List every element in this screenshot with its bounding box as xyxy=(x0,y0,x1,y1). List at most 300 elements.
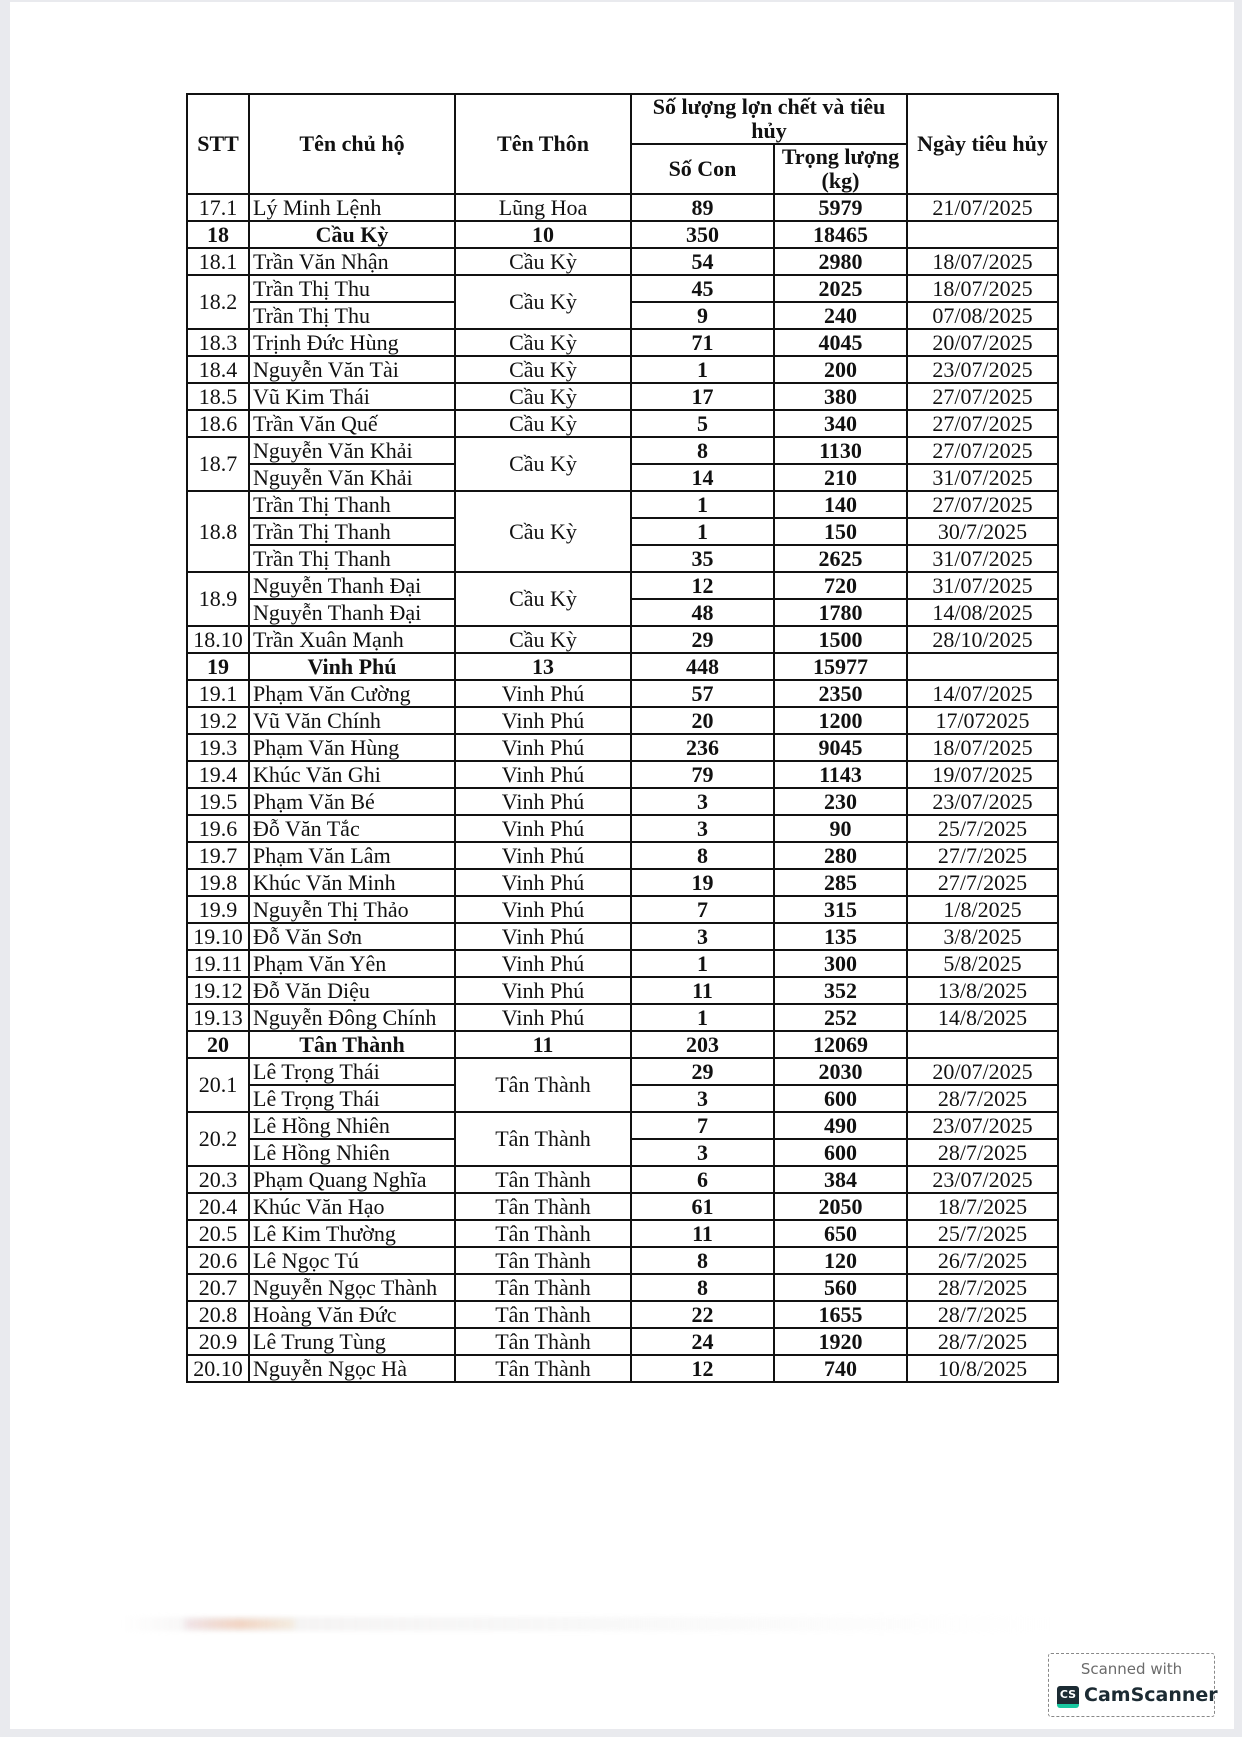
cell-owner-name: Phạm Văn Cường xyxy=(249,680,455,707)
cell-date: 5/8/2025 xyxy=(907,950,1058,977)
cell-village: Vinh Phú xyxy=(455,842,631,869)
cell-date xyxy=(907,221,1058,248)
cell-count: 17 xyxy=(631,383,774,410)
cell-weight: 90 xyxy=(774,815,907,842)
cell-owner-name: Lê Trọng Thái xyxy=(249,1058,455,1085)
cell-household-count: 13 xyxy=(455,653,631,680)
cell-date: 28/7/2025 xyxy=(907,1328,1058,1355)
cell-date: 1/8/2025 xyxy=(907,896,1058,923)
camscanner-watermark xyxy=(1048,1653,1218,1717)
cell-stt: 18.1 xyxy=(187,248,249,275)
cell-count: 1 xyxy=(631,950,774,977)
cell-count: 89 xyxy=(631,194,774,221)
cell-owner-name: Phạm Văn Hùng xyxy=(249,734,455,761)
cell-date: 14/08/2025 xyxy=(907,599,1058,626)
cell-count: 54 xyxy=(631,248,774,275)
cell-owner-name: Lê Hồng Nhiên xyxy=(249,1112,455,1139)
cell-village: Tân Thành xyxy=(455,1247,631,1274)
cell-date: 18/07/2025 xyxy=(907,248,1058,275)
cell-weight: 15977 xyxy=(774,653,907,680)
cell-stt: 18.4 xyxy=(187,356,249,383)
cell-count: 1 xyxy=(631,518,774,545)
cell-village: Cầu Kỳ xyxy=(455,329,631,356)
cell-owner-name: Lý Minh Lệnh xyxy=(249,194,455,221)
cell-count: 11 xyxy=(631,1220,774,1247)
cell-village: Vinh Phú xyxy=(455,977,631,1004)
cell-village: Vinh Phú xyxy=(455,707,631,734)
cell-weight: 300 xyxy=(774,950,907,977)
cell-stt: 19.2 xyxy=(187,707,249,734)
cell-count: 6 xyxy=(631,1166,774,1193)
cell-owner-name: Hoàng Văn Đức xyxy=(249,1301,455,1328)
cell-weight: 12069 xyxy=(774,1031,907,1058)
cell-date: 28/7/2025 xyxy=(907,1139,1058,1166)
table-row xyxy=(187,842,1058,869)
cell-count: 29 xyxy=(631,1058,774,1085)
cell-count: 12 xyxy=(631,1355,774,1382)
cell-count: 9 xyxy=(631,302,774,329)
cell-village: Cầu Kỳ xyxy=(455,437,631,491)
cell-weight: 2625 xyxy=(774,545,907,572)
cell-village: Tân Thành xyxy=(455,1193,631,1220)
cell-village-name: Tân Thành xyxy=(249,1031,455,1058)
cell-village: Cầu Kỳ xyxy=(455,356,631,383)
cell-stt: 19.7 xyxy=(187,842,249,869)
cell-stt: 20.1 xyxy=(187,1058,249,1112)
cell-stt: 20.7 xyxy=(187,1274,249,1301)
cell-count: 448 xyxy=(631,653,774,680)
table-row xyxy=(187,1193,1058,1220)
cell-weight: 2980 xyxy=(774,248,907,275)
cell-count: 8 xyxy=(631,1247,774,1274)
cell-stt: 19 xyxy=(187,653,249,680)
cell-weight: 150 xyxy=(774,518,907,545)
cell-owner-name: Nguyễn Đông Chính xyxy=(249,1004,455,1031)
cell-date: 28/10/2025 xyxy=(907,626,1058,653)
cell-weight: 600 xyxy=(774,1085,907,1112)
cell-village: Tân Thành xyxy=(455,1058,631,1112)
cell-village: Tân Thành xyxy=(455,1166,631,1193)
cell-stt: 20.9 xyxy=(187,1328,249,1355)
cell-village: Vinh Phú xyxy=(455,869,631,896)
table-row xyxy=(187,356,1058,383)
table-row xyxy=(187,788,1058,815)
cell-owner-name: Nguyễn Văn Khải xyxy=(249,437,455,464)
cell-village: Tân Thành xyxy=(455,1301,631,1328)
cell-village: Cầu Kỳ xyxy=(455,248,631,275)
cell-count: 24 xyxy=(631,1328,774,1355)
cell-count: 3 xyxy=(631,1139,774,1166)
cell-count: 7 xyxy=(631,1112,774,1139)
cell-count: 19 xyxy=(631,869,774,896)
cell-date: 3/8/2025 xyxy=(907,923,1058,950)
cell-owner-name: Vũ Kim Thái xyxy=(249,383,455,410)
cell-count: 8 xyxy=(631,842,774,869)
cell-date: 26/7/2025 xyxy=(907,1247,1058,1274)
header-count: Số Con xyxy=(631,144,774,194)
cell-stt: 19.10 xyxy=(187,923,249,950)
cell-village: Cầu Kỳ xyxy=(455,383,631,410)
cell-date: 28/7/2025 xyxy=(907,1301,1058,1328)
cell-owner-name: Đỗ Văn Diệu xyxy=(249,977,455,1004)
cell-date: 20/07/2025 xyxy=(907,329,1058,356)
cell-owner-name: Đỗ Văn Sơn xyxy=(249,923,455,950)
cell-owner-name: Nguyễn Văn Tài xyxy=(249,356,455,383)
table-row xyxy=(187,950,1058,977)
cell-weight: 140 xyxy=(774,491,907,518)
village-group-row xyxy=(187,1031,1058,1058)
cell-village: Vinh Phú xyxy=(455,896,631,923)
cell-date: 23/07/2025 xyxy=(907,1112,1058,1139)
cell-count: 350 xyxy=(631,221,774,248)
cell-village: Vinh Phú xyxy=(455,680,631,707)
cell-village-name: Vinh Phú xyxy=(249,653,455,680)
cell-date: 23/07/2025 xyxy=(907,1166,1058,1193)
cell-weight: 340 xyxy=(774,410,907,437)
cell-weight: 252 xyxy=(774,1004,907,1031)
cell-owner-name: Trần Thị Thu xyxy=(249,302,455,329)
cell-stt: 18 xyxy=(187,221,249,248)
cell-owner-name: Lê Hồng Nhiên xyxy=(249,1139,455,1166)
cell-weight: 120 xyxy=(774,1247,907,1274)
cell-date: 20/07/2025 xyxy=(907,1058,1058,1085)
table-row xyxy=(187,491,1058,518)
cell-owner-name: Trần Văn Quế xyxy=(249,410,455,437)
cell-count: 3 xyxy=(631,1085,774,1112)
table-row xyxy=(187,1058,1058,1085)
watermark-caption: Scanned with xyxy=(1080,1660,1183,1678)
cell-weight: 720 xyxy=(774,572,907,599)
table-row xyxy=(187,815,1058,842)
table-row xyxy=(187,1220,1058,1247)
cell-count: 3 xyxy=(631,815,774,842)
cell-stt: 19.9 xyxy=(187,896,249,923)
cell-date: 23/07/2025 xyxy=(907,788,1058,815)
cell-owner-name: Nguyễn Văn Khải xyxy=(249,464,455,491)
cell-village: Cầu Kỳ xyxy=(455,491,631,572)
cell-stt: 20.5 xyxy=(187,1220,249,1247)
cell-village: Tân Thành xyxy=(455,1220,631,1247)
cell-date: 28/7/2025 xyxy=(907,1085,1058,1112)
cell-stt: 18.3 xyxy=(187,329,249,356)
cell-village: Cầu Kỳ xyxy=(455,275,631,329)
cell-date: 18/07/2025 xyxy=(907,734,1058,761)
table-row xyxy=(187,680,1058,707)
cell-stt: 20.6 xyxy=(187,1247,249,1274)
table-row xyxy=(187,329,1058,356)
cell-date: 31/07/2025 xyxy=(907,545,1058,572)
cell-owner-name: Khúc Văn Hạo xyxy=(249,1193,455,1220)
cell-owner-name: Lê Trung Tùng xyxy=(249,1328,455,1355)
cell-stt: 19.6 xyxy=(187,815,249,842)
cell-village: Vinh Phú xyxy=(455,761,631,788)
cell-owner-name: Trần Xuân Mạnh xyxy=(249,626,455,653)
cell-weight: 560 xyxy=(774,1274,907,1301)
cell-date: 14/8/2025 xyxy=(907,1004,1058,1031)
cell-weight: 1655 xyxy=(774,1301,907,1328)
cell-count: 8 xyxy=(631,437,774,464)
cell-weight: 1200 xyxy=(774,707,907,734)
cell-stt: 20.10 xyxy=(187,1355,249,1382)
table-row xyxy=(187,896,1058,923)
cell-owner-name: Khúc Văn Minh xyxy=(249,869,455,896)
cell-count: 11 xyxy=(631,977,774,1004)
table-row xyxy=(187,437,1058,464)
cell-count: 35 xyxy=(631,545,774,572)
cell-weight: 740 xyxy=(774,1355,907,1382)
cell-count: 71 xyxy=(631,329,774,356)
cell-owner-name: Lê Trọng Thái xyxy=(249,1085,455,1112)
cell-village: Vinh Phú xyxy=(455,950,631,977)
table-row xyxy=(187,761,1058,788)
cell-weight: 2030 xyxy=(774,1058,907,1085)
cell-date: 10/8/2025 xyxy=(907,1355,1058,1382)
cell-village: Cầu Kỳ xyxy=(455,410,631,437)
table-row xyxy=(187,194,1058,221)
cell-weight: 1780 xyxy=(774,599,907,626)
cell-count: 61 xyxy=(631,1193,774,1220)
cell-weight: 1500 xyxy=(774,626,907,653)
cell-owner-name: Vũ Văn Chính xyxy=(249,707,455,734)
cell-count: 3 xyxy=(631,788,774,815)
cell-count: 14 xyxy=(631,464,774,491)
cell-village-name: Cầu Kỳ xyxy=(249,221,455,248)
cell-count: 1 xyxy=(631,491,774,518)
cell-owner-name: Trần Thị Thanh xyxy=(249,545,455,572)
cell-weight: 280 xyxy=(774,842,907,869)
cell-owner-name: Nguyễn Thị Thảo xyxy=(249,896,455,923)
scan-artifact-color xyxy=(185,1619,295,1629)
cell-count: 45 xyxy=(631,275,774,302)
table-row xyxy=(187,626,1058,653)
cell-village: Vinh Phú xyxy=(455,734,631,761)
cell-stt: 20.8 xyxy=(187,1301,249,1328)
cell-stt: 19.12 xyxy=(187,977,249,1004)
cell-village: Vinh Phú xyxy=(455,815,631,842)
cell-village: Tân Thành xyxy=(455,1328,631,1355)
cell-owner-name: Phạm Văn Yên xyxy=(249,950,455,977)
cell-stt: 18.6 xyxy=(187,410,249,437)
cell-village: Tân Thành xyxy=(455,1112,631,1166)
table-row xyxy=(187,1301,1058,1328)
cell-weight: 5979 xyxy=(774,194,907,221)
table-row xyxy=(187,248,1058,275)
cell-count: 236 xyxy=(631,734,774,761)
table-row xyxy=(187,869,1058,896)
cell-village: Vinh Phú xyxy=(455,923,631,950)
cell-weight: 650 xyxy=(774,1220,907,1247)
cell-stt: 19.13 xyxy=(187,1004,249,1031)
cell-stt: 19.11 xyxy=(187,950,249,977)
cell-date: 25/7/2025 xyxy=(907,815,1058,842)
cell-weight: 2025 xyxy=(774,275,907,302)
cell-village: Cầu Kỳ xyxy=(455,626,631,653)
cell-weight: 9045 xyxy=(774,734,907,761)
table-row xyxy=(187,734,1058,761)
cell-date: 17/072025 xyxy=(907,707,1058,734)
cell-weight: 352 xyxy=(774,977,907,1004)
cell-weight: 230 xyxy=(774,788,907,815)
cell-count: 48 xyxy=(631,599,774,626)
cell-date: 13/8/2025 xyxy=(907,977,1058,1004)
cell-date xyxy=(907,653,1058,680)
cell-date xyxy=(907,1031,1058,1058)
cell-owner-name: Lê Ngọc Tú xyxy=(249,1247,455,1274)
cell-weight: 4045 xyxy=(774,329,907,356)
header-disposal-date: Ngày tiêu hủy xyxy=(907,94,1058,194)
cell-weight: 1920 xyxy=(774,1328,907,1355)
cell-village: Tân Thành xyxy=(455,1355,631,1382)
table-row xyxy=(187,1004,1058,1031)
cell-date: 31/07/2025 xyxy=(907,572,1058,599)
village-group-row xyxy=(187,221,1058,248)
cell-date: 07/08/2025 xyxy=(907,302,1058,329)
cell-village: Vinh Phú xyxy=(455,1004,631,1031)
cell-date: 27/07/2025 xyxy=(907,383,1058,410)
header-weight: Trọng lượng (kg) xyxy=(774,144,907,194)
cell-owner-name: Nguyễn Ngọc Hà xyxy=(249,1355,455,1382)
table-row xyxy=(187,275,1058,302)
cell-stt: 18.2 xyxy=(187,275,249,329)
cell-owner-name: Trần Thị Thanh xyxy=(249,518,455,545)
cell-count: 12 xyxy=(631,572,774,599)
cell-village: Cầu Kỳ xyxy=(455,572,631,626)
table-row xyxy=(187,1112,1058,1139)
cell-count: 79 xyxy=(631,761,774,788)
cell-owner-name: Trần Văn Nhận xyxy=(249,248,455,275)
cell-weight: 315 xyxy=(774,896,907,923)
cell-weight: 1130 xyxy=(774,437,907,464)
cell-stt: 18.10 xyxy=(187,626,249,653)
cell-date: 18/7/2025 xyxy=(907,1193,1058,1220)
header-stt: STT xyxy=(187,94,249,194)
scanned-page xyxy=(10,2,1234,1729)
cell-stt: 18.7 xyxy=(187,437,249,491)
cell-stt: 19.3 xyxy=(187,734,249,761)
cell-date: 30/7/2025 xyxy=(907,518,1058,545)
table-row xyxy=(187,410,1058,437)
cell-date: 19/07/2025 xyxy=(907,761,1058,788)
cell-stt: 18.5 xyxy=(187,383,249,410)
cell-owner-name: Khúc Văn Ghi xyxy=(249,761,455,788)
cell-stt: 18.8 xyxy=(187,491,249,572)
cell-weight: 135 xyxy=(774,923,907,950)
cell-date: 27/07/2025 xyxy=(907,410,1058,437)
cell-date: 21/07/2025 xyxy=(907,194,1058,221)
cell-count: 20 xyxy=(631,707,774,734)
cell-village: Tân Thành xyxy=(455,1274,631,1301)
cell-owner-name: Lê Kim Thường xyxy=(249,1220,455,1247)
cell-owner-name: Phạm Quang Nghĩa xyxy=(249,1166,455,1193)
cell-stt: 20.2 xyxy=(187,1112,249,1166)
cell-owner-name: Phạm Văn Lâm xyxy=(249,842,455,869)
cell-count: 8 xyxy=(631,1274,774,1301)
table-row xyxy=(187,1274,1058,1301)
table-body xyxy=(187,194,1058,1382)
cell-date: 18/07/2025 xyxy=(907,275,1058,302)
cell-owner-name: Phạm Văn Bé xyxy=(249,788,455,815)
cell-owner-name: Trịnh Đức Hùng xyxy=(249,329,455,356)
cell-owner-name: Nguyễn Thanh Đại xyxy=(249,572,455,599)
pig-disposal-table xyxy=(186,93,1059,1383)
cell-stt: 19.1 xyxy=(187,680,249,707)
cell-stt: 20 xyxy=(187,1031,249,1058)
cell-count: 29 xyxy=(631,626,774,653)
table-row xyxy=(187,1166,1058,1193)
cell-weight: 380 xyxy=(774,383,907,410)
header-quantity-group: Số lượng lợn chết và tiêu hủy xyxy=(631,94,907,144)
cell-owner-name: Trần Thị Thanh xyxy=(249,491,455,518)
cell-date: 27/7/2025 xyxy=(907,842,1058,869)
table-row xyxy=(187,1247,1058,1274)
cell-date: 23/07/2025 xyxy=(907,356,1058,383)
cell-weight: 240 xyxy=(774,302,907,329)
table-row xyxy=(187,383,1058,410)
cell-weight: 600 xyxy=(774,1139,907,1166)
table-row xyxy=(187,1355,1058,1382)
cell-stt: 18.9 xyxy=(187,572,249,626)
cell-date: 25/7/2025 xyxy=(907,1220,1058,1247)
cell-weight: 2350 xyxy=(774,680,907,707)
cell-date: 28/7/2025 xyxy=(907,1274,1058,1301)
cell-count: 7 xyxy=(631,896,774,923)
cell-date: 31/07/2025 xyxy=(907,464,1058,491)
cell-stt: 19.8 xyxy=(187,869,249,896)
header-village: Tên Thôn xyxy=(455,94,631,194)
cell-household-count: 11 xyxy=(455,1031,631,1058)
table-row xyxy=(187,923,1058,950)
cell-count: 5 xyxy=(631,410,774,437)
table-row xyxy=(187,707,1058,734)
cell-count: 22 xyxy=(631,1301,774,1328)
cell-stt: 19.4 xyxy=(187,761,249,788)
cell-date: 27/7/2025 xyxy=(907,869,1058,896)
cell-stt: 20.3 xyxy=(187,1166,249,1193)
cell-stt: 19.5 xyxy=(187,788,249,815)
cell-count: 3 xyxy=(631,923,774,950)
header-owner-name: Tên chủ hộ xyxy=(249,94,455,194)
cell-weight: 200 xyxy=(774,356,907,383)
cell-weight: 285 xyxy=(774,869,907,896)
cell-owner-name: Đỗ Văn Tắc xyxy=(249,815,455,842)
cell-date: 27/07/2025 xyxy=(907,437,1058,464)
cell-count: 203 xyxy=(631,1031,774,1058)
cell-owner-name: Nguyễn Thanh Đại xyxy=(249,599,455,626)
cell-weight: 490 xyxy=(774,1112,907,1139)
cell-stt: 17.1 xyxy=(187,194,249,221)
cell-village: Lũng Hoa xyxy=(455,194,631,221)
cell-count: 1 xyxy=(631,1004,774,1031)
table-row xyxy=(187,1328,1058,1355)
table-header xyxy=(187,94,1058,194)
cell-weight: 2050 xyxy=(774,1193,907,1220)
cell-date: 27/07/2025 xyxy=(907,491,1058,518)
table-row xyxy=(187,977,1058,1004)
cell-weight: 18465 xyxy=(774,221,907,248)
cell-weight: 384 xyxy=(774,1166,907,1193)
cell-date: 14/07/2025 xyxy=(907,680,1058,707)
cell-owner-name: Nguyễn Ngọc Thành xyxy=(249,1274,455,1301)
watermark-brand: CamScanner xyxy=(1084,1684,1218,1706)
cell-stt: 20.4 xyxy=(187,1193,249,1220)
cell-owner-name: Trần Thị Thu xyxy=(249,275,455,302)
village-group-row xyxy=(187,653,1058,680)
cell-weight: 210 xyxy=(774,464,907,491)
cell-village: Vinh Phú xyxy=(455,788,631,815)
cell-count: 57 xyxy=(631,680,774,707)
camscanner-logo-icon: CS xyxy=(1057,1686,1079,1708)
cell-weight: 1143 xyxy=(774,761,907,788)
